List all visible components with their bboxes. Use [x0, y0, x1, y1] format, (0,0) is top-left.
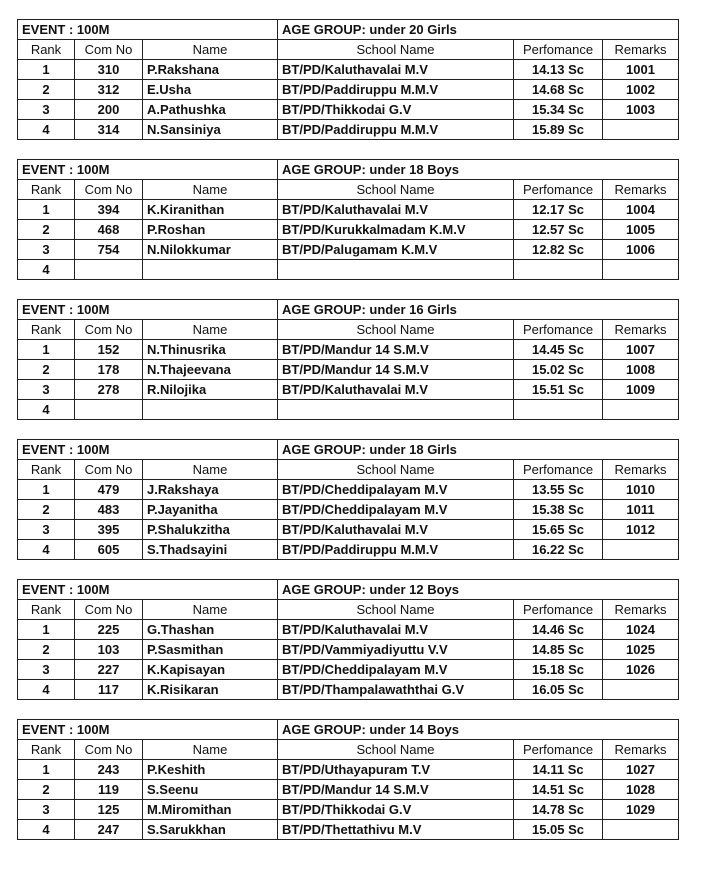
school-name-cell: BT/PD/Cheddipalayam M.V: [278, 500, 514, 520]
rank-cell: 1: [18, 60, 75, 80]
remarks-cell: 1007: [603, 340, 679, 360]
performance-header: Perfomance: [514, 740, 603, 760]
column-header-row: [18, 180, 679, 200]
table-row: [18, 100, 679, 120]
event-header-row: [18, 160, 679, 180]
table-row: [18, 60, 679, 80]
rank-cell: 4: [18, 820, 75, 840]
com-no-cell: 152: [75, 340, 143, 360]
remarks-cell: 1026: [603, 660, 679, 680]
event-header-row: [18, 720, 679, 740]
athlete-name-cell: A.Pathushka: [143, 100, 278, 120]
com-no-cell: 225: [75, 620, 143, 640]
remarks-cell: 1012: [603, 520, 679, 540]
athlete-name-cell: N.Sansiniya: [143, 120, 278, 140]
athlete-name-cell: P.Rakshana: [143, 60, 278, 80]
performance-cell: 15.34 Sc: [514, 100, 603, 120]
remarks-cell: 1009: [603, 380, 679, 400]
remarks-cell: 1011: [603, 500, 679, 520]
school-name-cell: BT/PD/Kaluthavalai M.V: [278, 520, 514, 540]
performance-header: Perfomance: [514, 40, 603, 60]
table-row: [18, 220, 679, 240]
school-header: School Name: [278, 320, 514, 340]
event-title: EVENT : 100M: [18, 440, 278, 460]
remarks-cell: 1028: [603, 780, 679, 800]
age-group-title: AGE GROUP: under 20 Girls: [278, 20, 679, 40]
spacer-cell: [18, 700, 679, 720]
group-spacer: [18, 700, 679, 720]
name-header: Name: [143, 320, 278, 340]
table-row: [18, 760, 679, 780]
remarks-cell: 1029: [603, 800, 679, 820]
athlete-name-cell: M.Miromithan: [143, 800, 278, 820]
athlete-name-cell: G.Thashan: [143, 620, 278, 640]
performance-header: Perfomance: [514, 600, 603, 620]
com-no-cell: 395: [75, 520, 143, 540]
table-row: [18, 260, 679, 280]
com-no-cell: 278: [75, 380, 143, 400]
group-spacer: [18, 140, 679, 160]
athlete-name-cell: P.Roshan: [143, 220, 278, 240]
performance-cell: 15.05 Sc: [514, 820, 603, 840]
rank-cell: 4: [18, 260, 75, 280]
remarks-cell: 1004: [603, 200, 679, 220]
remarks-header: Remarks: [603, 740, 679, 760]
table-row: [18, 400, 679, 420]
com-no-header: Com No: [75, 600, 143, 620]
school-name-cell: BT/PD/Palugamam K.M.V: [278, 240, 514, 260]
rank-cell: 3: [18, 100, 75, 120]
event-header-row: [18, 20, 679, 40]
remarks-header: Remarks: [603, 460, 679, 480]
com-no-cell: 754: [75, 240, 143, 260]
athlete-name-cell: P.Shalukzitha: [143, 520, 278, 540]
com-no-cell: 125: [75, 800, 143, 820]
athlete-name-cell: E.Usha: [143, 80, 278, 100]
rank-header: Rank: [18, 40, 75, 60]
remarks-cell: [603, 260, 679, 280]
name-header: Name: [143, 40, 278, 60]
athlete-name-cell: P.Jayanitha: [143, 500, 278, 520]
school-header: School Name: [278, 740, 514, 760]
athlete-name-cell: K.Risikaran: [143, 680, 278, 700]
table-row: [18, 660, 679, 680]
age-group-title: AGE GROUP: under 14 Boys: [278, 720, 679, 740]
column-header-row: [18, 600, 679, 620]
group-spacer: [18, 560, 679, 580]
school-name-cell: BT/PD/Uthayapuram T.V: [278, 760, 514, 780]
performance-cell: 12.57 Sc: [514, 220, 603, 240]
rank-cell: 4: [18, 540, 75, 560]
com-no-cell: 605: [75, 540, 143, 560]
performance-cell: 14.78 Sc: [514, 800, 603, 820]
performance-cell: 14.45 Sc: [514, 340, 603, 360]
rank-cell: 4: [18, 120, 75, 140]
com-no-cell: 119: [75, 780, 143, 800]
event-title: EVENT : 100M: [18, 160, 278, 180]
athlete-name-cell: [143, 260, 278, 280]
remarks-header: Remarks: [603, 180, 679, 200]
performance-cell: 15.65 Sc: [514, 520, 603, 540]
school-name-cell: BT/PD/Cheddipalayam M.V: [278, 480, 514, 500]
performance-cell: 14.85 Sc: [514, 640, 603, 660]
school-name-cell: BT/PD/Mandur 14 S.M.V: [278, 780, 514, 800]
event-title: EVENT : 100M: [18, 300, 278, 320]
table-row: [18, 820, 679, 840]
athlete-name-cell: N.Nilokkumar: [143, 240, 278, 260]
school-name-cell: [278, 400, 514, 420]
table-row: [18, 640, 679, 660]
athlete-name-cell: S.Sarukkhan: [143, 820, 278, 840]
remarks-cell: 1024: [603, 620, 679, 640]
rank-cell: 2: [18, 360, 75, 380]
school-header: School Name: [278, 40, 514, 60]
rank-header: Rank: [18, 740, 75, 760]
school-header: School Name: [278, 180, 514, 200]
column-header-row: [18, 740, 679, 760]
results-document: [17, 19, 678, 840]
school-name-cell: BT/PD/Mandur 14 S.M.V: [278, 360, 514, 380]
athlete-name-cell: [143, 400, 278, 420]
rank-cell: 1: [18, 200, 75, 220]
rank-cell: 4: [18, 680, 75, 700]
spacer-cell: [18, 280, 679, 300]
athlete-name-cell: K.Kapisayan: [143, 660, 278, 680]
athlete-name-cell: S.Seenu: [143, 780, 278, 800]
group-spacer: [18, 280, 679, 300]
name-header: Name: [143, 740, 278, 760]
performance-cell: 15.51 Sc: [514, 380, 603, 400]
event-title: EVENT : 100M: [18, 20, 278, 40]
column-header-row: [18, 460, 679, 480]
remarks-cell: [603, 820, 679, 840]
performance-cell: 14.51 Sc: [514, 780, 603, 800]
performance-cell: [514, 260, 603, 280]
com-no-cell: 117: [75, 680, 143, 700]
com-no-cell: 227: [75, 660, 143, 680]
table-row: [18, 620, 679, 640]
column-header-row: [18, 320, 679, 340]
rank-cell: 3: [18, 380, 75, 400]
remarks-cell: 1006: [603, 240, 679, 260]
table-row: [18, 520, 679, 540]
spacer-cell: [18, 560, 679, 580]
table-row: [18, 500, 679, 520]
remarks-cell: 1027: [603, 760, 679, 780]
athlete-name-cell: N.Thinusrika: [143, 340, 278, 360]
remarks-cell: 1010: [603, 480, 679, 500]
remarks-cell: 1008: [603, 360, 679, 380]
spacer-cell: [18, 140, 679, 160]
performance-cell: 14.46 Sc: [514, 620, 603, 640]
table-row: [18, 800, 679, 820]
school-name-cell: BT/PD/Thettathivu M.V: [278, 820, 514, 840]
performance-header: Perfomance: [514, 460, 603, 480]
athlete-name-cell: K.Kiranithan: [143, 200, 278, 220]
school-name-cell: BT/PD/Paddiruppu M.M.V: [278, 80, 514, 100]
com-no-header: Com No: [75, 740, 143, 760]
school-header: School Name: [278, 600, 514, 620]
com-no-cell: 312: [75, 80, 143, 100]
com-no-cell: 247: [75, 820, 143, 840]
rank-cell: 1: [18, 620, 75, 640]
event-header-row: [18, 300, 679, 320]
com-no-cell: 479: [75, 480, 143, 500]
age-group-title: AGE GROUP: under 18 Girls: [278, 440, 679, 460]
school-name-cell: BT/PD/Kaluthavalai M.V: [278, 60, 514, 80]
column-header-row: [18, 40, 679, 60]
com-no-cell: 243: [75, 760, 143, 780]
table-row: [18, 380, 679, 400]
table-row: [18, 120, 679, 140]
rank-header: Rank: [18, 600, 75, 620]
performance-cell: 15.18 Sc: [514, 660, 603, 680]
school-name-cell: BT/PD/Thampalawaththai G.V: [278, 680, 514, 700]
rank-cell: 2: [18, 80, 75, 100]
rank-header: Rank: [18, 180, 75, 200]
remarks-cell: [603, 400, 679, 420]
spacer-cell: [18, 420, 679, 440]
age-group-title: AGE GROUP: under 18 Boys: [278, 160, 679, 180]
performance-cell: 15.89 Sc: [514, 120, 603, 140]
performance-cell: 14.13 Sc: [514, 60, 603, 80]
school-name-cell: BT/PD/Kaluthavalai M.V: [278, 380, 514, 400]
school-name-cell: BT/PD/Paddiruppu M.M.V: [278, 540, 514, 560]
performance-cell: 15.38 Sc: [514, 500, 603, 520]
rank-header: Rank: [18, 320, 75, 340]
com-no-cell: [75, 260, 143, 280]
performance-cell: 14.68 Sc: [514, 80, 603, 100]
performance-cell: 13.55 Sc: [514, 480, 603, 500]
rank-cell: 3: [18, 520, 75, 540]
school-name-cell: BT/PD/Vammiyadiyuttu V.V: [278, 640, 514, 660]
athlete-name-cell: P.Sasmithan: [143, 640, 278, 660]
rank-cell: 4: [18, 400, 75, 420]
rank-cell: 1: [18, 760, 75, 780]
rank-cell: 1: [18, 340, 75, 360]
performance-cell: 12.82 Sc: [514, 240, 603, 260]
performance-cell: 16.05 Sc: [514, 680, 603, 700]
performance-header: Perfomance: [514, 180, 603, 200]
athlete-name-cell: S.Thadsayini: [143, 540, 278, 560]
table-row: [18, 80, 679, 100]
school-name-cell: BT/PD/Paddiruppu M.M.V: [278, 120, 514, 140]
performance-cell: 14.11 Sc: [514, 760, 603, 780]
performance-cell: 16.22 Sc: [514, 540, 603, 560]
athlete-name-cell: N.Thajeevana: [143, 360, 278, 380]
rank-cell: 2: [18, 640, 75, 660]
com-no-cell: 468: [75, 220, 143, 240]
table-row: [18, 480, 679, 500]
school-name-cell: BT/PD/Kurukkalmadam K.M.V: [278, 220, 514, 240]
remarks-header: Remarks: [603, 600, 679, 620]
performance-cell: [514, 400, 603, 420]
school-name-cell: BT/PD/Thikkodai G.V: [278, 800, 514, 820]
table-row: [18, 680, 679, 700]
remarks-cell: 1025: [603, 640, 679, 660]
athlete-name-cell: J.Rakshaya: [143, 480, 278, 500]
com-no-header: Com No: [75, 40, 143, 60]
event-header-row: [18, 440, 679, 460]
remarks-header: Remarks: [603, 320, 679, 340]
performance-cell: 12.17 Sc: [514, 200, 603, 220]
rank-cell: 2: [18, 500, 75, 520]
remarks-cell: 1001: [603, 60, 679, 80]
remarks-header: Remarks: [603, 40, 679, 60]
table-row: [18, 240, 679, 260]
com-no-cell: 394: [75, 200, 143, 220]
com-no-cell: 178: [75, 360, 143, 380]
athlete-name-cell: P.Keshith: [143, 760, 278, 780]
com-no-cell: [75, 400, 143, 420]
school-name-cell: BT/PD/Mandur 14 S.M.V: [278, 340, 514, 360]
performance-cell: 15.02 Sc: [514, 360, 603, 380]
school-name-cell: BT/PD/Thikkodai G.V: [278, 100, 514, 120]
athlete-name-cell: R.Nilojika: [143, 380, 278, 400]
rank-cell: 3: [18, 240, 75, 260]
name-header: Name: [143, 600, 278, 620]
remarks-cell: 1005: [603, 220, 679, 240]
event-title: EVENT : 100M: [18, 720, 278, 740]
remarks-cell: 1003: [603, 100, 679, 120]
name-header: Name: [143, 460, 278, 480]
com-no-header: Com No: [75, 460, 143, 480]
table-row: [18, 540, 679, 560]
com-no-header: Com No: [75, 320, 143, 340]
com-no-cell: 310: [75, 60, 143, 80]
rank-header: Rank: [18, 460, 75, 480]
age-group-title: AGE GROUP: under 12 Boys: [278, 580, 679, 600]
rank-cell: 2: [18, 780, 75, 800]
table-row: [18, 340, 679, 360]
com-no-cell: 314: [75, 120, 143, 140]
school-name-cell: BT/PD/Cheddipalayam M.V: [278, 660, 514, 680]
school-name-cell: BT/PD/Kaluthavalai M.V: [278, 200, 514, 220]
remarks-cell: [603, 120, 679, 140]
rank-cell: 3: [18, 800, 75, 820]
school-header: School Name: [278, 460, 514, 480]
results-table: [17, 19, 679, 840]
rank-cell: 2: [18, 220, 75, 240]
group-spacer: [18, 420, 679, 440]
com-no-cell: 200: [75, 100, 143, 120]
rank-cell: 1: [18, 480, 75, 500]
com-no-header: Com No: [75, 180, 143, 200]
event-title: EVENT : 100M: [18, 580, 278, 600]
school-name-cell: BT/PD/Kaluthavalai M.V: [278, 620, 514, 640]
event-header-row: [18, 580, 679, 600]
name-header: Name: [143, 180, 278, 200]
remarks-cell: [603, 540, 679, 560]
remarks-cell: [603, 680, 679, 700]
school-name-cell: [278, 260, 514, 280]
age-group-title: AGE GROUP: under 16 Girls: [278, 300, 679, 320]
table-row: [18, 360, 679, 380]
com-no-cell: 483: [75, 500, 143, 520]
table-row: [18, 200, 679, 220]
rank-cell: 3: [18, 660, 75, 680]
remarks-cell: 1002: [603, 80, 679, 100]
performance-header: Perfomance: [514, 320, 603, 340]
com-no-cell: 103: [75, 640, 143, 660]
table-row: [18, 780, 679, 800]
